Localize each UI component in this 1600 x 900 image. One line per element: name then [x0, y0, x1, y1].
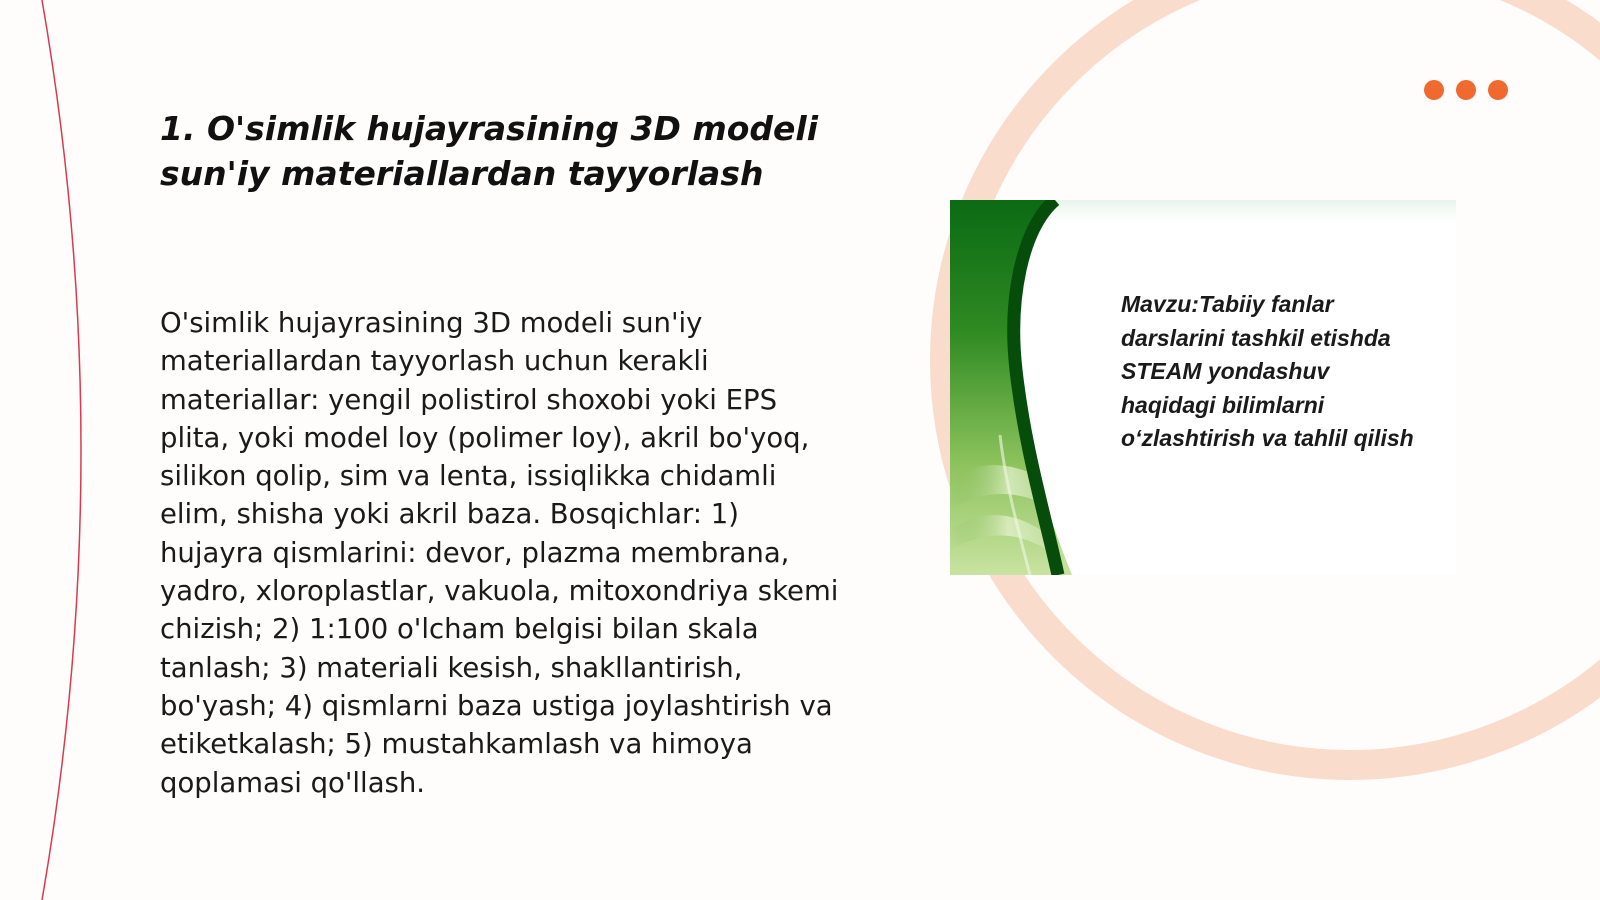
- topic-card: [950, 200, 1456, 575]
- dot: [1456, 80, 1476, 100]
- dot: [1488, 80, 1508, 100]
- left-accent-curve: [42, 0, 81, 900]
- menu-dots-icon: [1424, 80, 1508, 100]
- slide-title: 1. O'simlik hujayrasining 3D modeli sun'iy materiallardan tayyorlash: [160, 109, 819, 193]
- topic-text: Mavzu:Tabiiy fanlar darslarini tashkil etishda STEAM yondashuv haqidagi bilimlarni oʻzlashtirish va tahlil qilish: [1121, 291, 1414, 451]
- dot: [1424, 80, 1444, 100]
- slide-body-text: O'simlik hujayrasining 3D modeli sun'iy materiallardan tayyorlash uchun kerakli materiallar: yengil polistirol shoxobi yoki EPS plita, yoki model loy (polimer loy), akril bo'yoq, silikon qolip, sim va lenta, issiqlikka chidamli elim, shisha yoki akril baza. Bosqichlar: 1) hujayra qismlarini: devor, plazma membrana, yadro, xloroplastlar, vakuola, mitoxondriya skemi chizish; 2) 1:100 o'lcham belgisi bilan skala tanlash; 3) materiali kesish, shakllantirish, bo'yash; 4) qismlarni baza ustiga joylashtirish va etiketkalash; 5) mustahkamlash va himoya qoplamasi qo'llash.: [160, 307, 839, 799]
